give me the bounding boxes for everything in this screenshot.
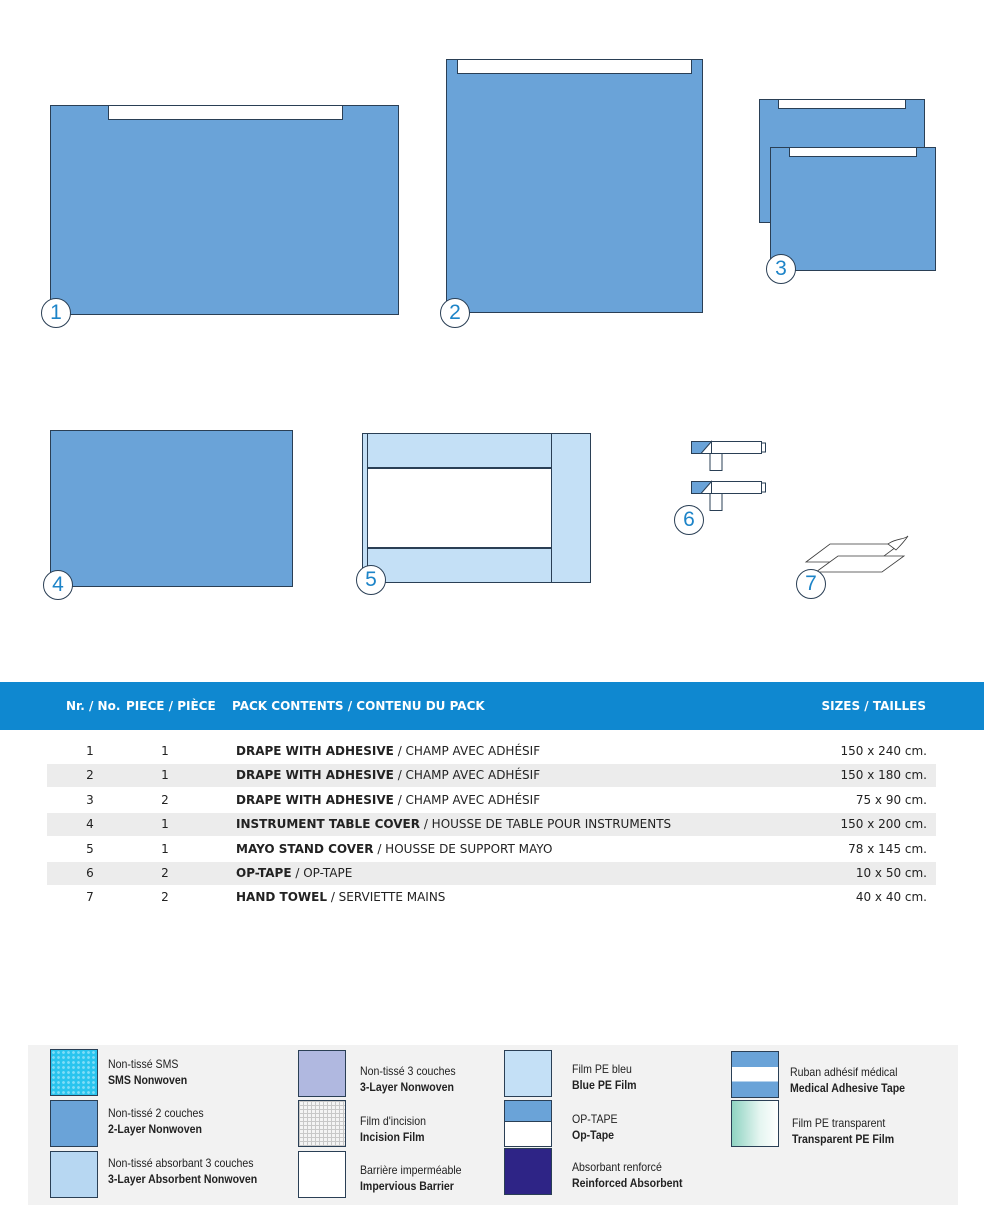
legend-label: Barrière imperméable Impervious Barrier	[360, 1163, 462, 1193]
adhesive-strip	[789, 147, 917, 157]
legend-label: Ruban adhésif médical Medical Adhesive Tape	[790, 1065, 906, 1095]
legend-label: Non-tissé SMS SMS Nonwoven	[108, 1057, 188, 1087]
op-tape-illustration	[690, 438, 770, 514]
row-number: 6	[86, 866, 94, 880]
swatch-3-layer-nonwoven	[298, 1050, 346, 1097]
row-size: 78 x 145 cm.	[848, 842, 927, 856]
table-row	[47, 813, 936, 836]
row-description: OP-TAPE / OP-TAPE	[236, 866, 353, 880]
item-number-badge: 4	[43, 570, 73, 600]
row-number: 3	[86, 793, 94, 807]
item-number-badge: 7	[796, 569, 826, 599]
adhesive-strip	[778, 99, 906, 109]
adhesive-strip	[457, 59, 692, 74]
swatch-blue-pe-film	[504, 1050, 552, 1097]
adhesive-strip	[108, 105, 343, 120]
legend-label: Non-tissé absorbant 3 couches 3-Layer Absorbent Nonwoven	[108, 1156, 258, 1186]
row-size: 150 x 200 cm.	[840, 817, 927, 831]
row-description: DRAPE WITH ADHESIVE / CHAMP AVEC ADHÉSIF	[236, 793, 541, 807]
row-size: 150 x 180 cm.	[840, 768, 927, 782]
row-piece-count: 1	[161, 768, 169, 782]
op-tape-piece	[692, 482, 766, 511]
row-piece-count: 1	[161, 817, 169, 831]
instrument-table-cover-illustration	[50, 430, 293, 587]
legend-label: Film d'incision Incision Film	[360, 1114, 426, 1144]
table-row	[47, 740, 936, 763]
column-header-sizes: SIZES / TAILLES	[821, 699, 926, 713]
row-piece-count: 2	[161, 890, 169, 904]
row-description: DRAPE WITH ADHESIVE / CHAMP AVEC ADHÉSIF	[236, 744, 541, 758]
item-number-badge: 2	[440, 298, 470, 328]
item-number-badge: 3	[766, 254, 796, 284]
table-row	[47, 789, 936, 812]
swatch-2-layer-nonwoven	[50, 1100, 98, 1147]
legend-label: OP-TAPE Op-Tape	[572, 1112, 618, 1142]
row-size: 40 x 40 cm.	[855, 890, 927, 904]
swatch-incision-film	[298, 1100, 346, 1147]
row-piece-count: 1	[161, 842, 169, 856]
legend-label: Film PE bleu Blue PE Film	[572, 1062, 637, 1092]
drape-3b-illustration	[770, 147, 936, 271]
column-header-nr: Nr. / No.	[66, 699, 121, 713]
column-header-contents: PACK CONTENTS / CONTENU DU PACK	[232, 699, 485, 713]
swatch-impervious-barrier	[298, 1151, 346, 1198]
item-number-badge: 5	[356, 565, 386, 595]
mayo-stand-cover-illustration	[362, 433, 591, 583]
row-description: HAND TOWEL / SERVIETTE MAINS	[236, 890, 446, 904]
row-piece-count: 1	[161, 744, 169, 758]
table-header	[0, 682, 984, 730]
row-number: 5	[86, 842, 94, 856]
row-piece-count: 2	[161, 793, 169, 807]
row-size: 150 x 240 cm.	[840, 744, 927, 758]
swatch-sms-nonwoven	[50, 1049, 98, 1096]
row-number: 2	[86, 768, 94, 782]
swatch-medical-adhesive-tape	[731, 1051, 779, 1098]
table-row	[47, 764, 936, 787]
row-size: 10 x 50 cm.	[855, 866, 927, 880]
legend-label: Non-tissé 3 couches 3-Layer Nonwoven	[360, 1064, 456, 1094]
swatch-transparent-pe-film	[731, 1100, 779, 1147]
drape-2-illustration	[446, 59, 703, 313]
row-description: MAYO STAND COVER / HOUSSE DE SUPPORT MAYO	[236, 842, 553, 856]
row-number: 1	[86, 744, 94, 758]
swatch-reinforced-absorbent	[504, 1148, 552, 1195]
drape-1-illustration	[50, 105, 399, 315]
table-row	[47, 862, 936, 885]
table-row	[47, 886, 936, 909]
legend-label: Film PE transparent Transparent PE Film	[792, 1116, 895, 1146]
op-tape-piece	[692, 442, 766, 471]
legend-label: Non-tissé 2 couches 2-Layer Nonwoven	[108, 1106, 204, 1136]
row-size: 75 x 90 cm.	[855, 793, 927, 807]
swatch-op-tape	[504, 1100, 552, 1147]
swatch-3-layer-absorbent-nonwoven	[50, 1151, 98, 1198]
column-header-piece: PIECE / PIÈCE	[126, 699, 216, 713]
material-legend	[28, 1045, 958, 1205]
item-number-badge: 1	[41, 298, 71, 328]
row-piece-count: 2	[161, 866, 169, 880]
row-description: INSTRUMENT TABLE COVER / HOUSSE DE TABLE POUR INSTRUMENTS	[236, 817, 672, 831]
row-number: 4	[86, 817, 94, 831]
item-number-badge: 6	[674, 505, 704, 535]
table-row	[47, 838, 936, 861]
row-description: DRAPE WITH ADHESIVE / CHAMP AVEC ADHÉSIF	[236, 768, 541, 782]
row-number: 7	[86, 890, 94, 904]
legend-label: Absorbant renforcé Reinforced Absorbent	[572, 1160, 683, 1190]
